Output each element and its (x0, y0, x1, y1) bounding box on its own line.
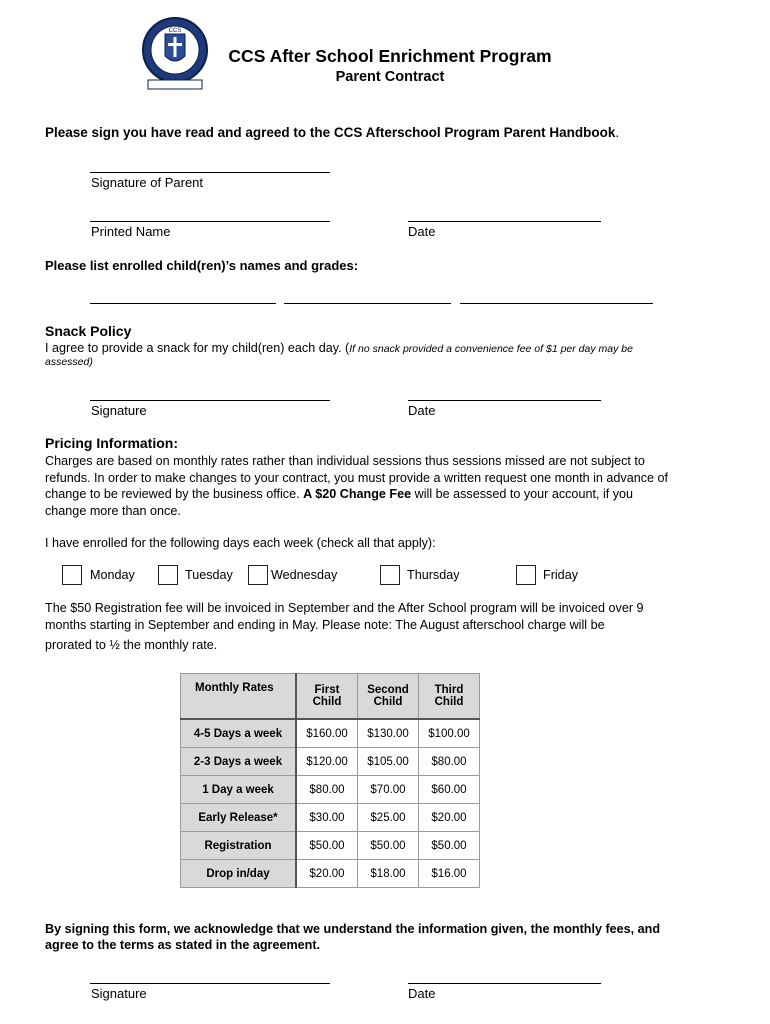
table-row (181, 748, 480, 776)
pricing-paragraph: Charges are based on monthly rates rather than individual sessions thus sessions missed are not subject to refunds. In order to make changes to your contract, you must provide a written request one month in advance of change to be reviewed by the business office. A $20 Change Fee will be assessed to your account, if you change more than once. (45, 454, 669, 518)
parent-signature-label: Signature of Parent (91, 175, 204, 190)
row-label: Registration (181, 832, 297, 860)
pricing-heading: Pricing Information: (45, 435, 178, 451)
row-label: 1 Day a week (181, 776, 297, 804)
table-cell: $60.00 (419, 776, 480, 804)
table-row (181, 804, 480, 832)
tuesday-checkbox[interactable] (158, 565, 178, 585)
table-cell: $20.00 (419, 804, 480, 832)
wednesday-checkbox[interactable] (248, 565, 268, 585)
column-header-first-child: First Child (296, 674, 358, 720)
table-cell: $120.00 (296, 748, 358, 776)
table-cell: $20.00 (296, 860, 358, 888)
table-cell: $105.00 (358, 748, 419, 776)
table-cell: $130.00 (358, 719, 419, 748)
page-title: CCS After School Enrichment Program (228, 46, 552, 66)
svg-text:CCS: CCS (168, 28, 182, 34)
row-label: 2-3 Days a week (181, 748, 297, 776)
column-header-second-child: Second Child (358, 674, 419, 720)
monthly-rates-table (180, 673, 480, 888)
child-name-line-2[interactable] (284, 303, 451, 304)
snack-signature-line[interactable] (90, 400, 330, 401)
table-cell: $160.00 (296, 719, 358, 748)
snack-note: assessed) (45, 356, 93, 368)
parent-signature-line[interactable] (90, 172, 330, 173)
snack-text: I agree to provide a snack for my child(ren) each day. (If no snack provided a convenience fee of $1 per day may be (45, 341, 633, 355)
thursday-checkbox[interactable] (380, 565, 400, 585)
monday-checkbox[interactable] (62, 565, 82, 585)
children-instruction: Please list enrolled child(ren)’s names and grades: (45, 258, 359, 273)
table-cell: $80.00 (419, 748, 480, 776)
handbook-instruction: Please sign you have read and agreed to the CCS Afterschool Program Parent Handbook. (45, 125, 620, 140)
snack-signature-label: Signature (91, 403, 147, 418)
printed-name-line[interactable] (90, 221, 330, 222)
table-row (181, 860, 480, 888)
thursday-label: Thursday (407, 568, 460, 582)
table-cell: $50.00 (419, 832, 480, 860)
friday-checkbox[interactable] (516, 565, 536, 585)
page-subtitle: Parent Contract (335, 69, 445, 85)
row-label: 4-5 Days a week (181, 719, 297, 748)
row-label: Early Release* (181, 804, 297, 832)
table-row (181, 832, 480, 860)
tuesday-label: Tuesday (185, 568, 233, 582)
table-cell: $80.00 (296, 776, 358, 804)
child-name-line-3[interactable] (460, 303, 653, 304)
column-header-third-child: Third Child (419, 674, 480, 720)
table-cell: $70.00 (358, 776, 419, 804)
snack-date-label: Date (408, 403, 436, 418)
row-label: Drop in/day (181, 860, 297, 888)
table-cell: $30.00 (296, 804, 358, 832)
table-row (181, 776, 480, 804)
agreement-date-line[interactable] (408, 983, 601, 984)
friday-label: Friday (543, 568, 578, 582)
agreement-signature-line[interactable] (90, 983, 330, 984)
table-corner-header: Monthly Rates (181, 674, 297, 720)
agreement-signature-label: Signature (91, 986, 147, 1001)
agreement-date-label: Date (408, 986, 436, 1001)
table-cell: $50.00 (296, 832, 358, 860)
handbook-date-label: Date (408, 224, 436, 239)
handbook-date-line[interactable] (408, 221, 601, 222)
wednesday-label: Wednesday (271, 568, 338, 582)
table-cell: $25.00 (358, 804, 419, 832)
printed-name-label: Printed Name (91, 224, 171, 239)
days-instruction: I have enrolled for the following days each week (check all that apply): (45, 536, 436, 550)
table-cell: $100.00 (419, 719, 480, 748)
snack-date-line[interactable] (408, 400, 601, 401)
child-name-line-1[interactable] (90, 303, 276, 304)
snack-heading: Snack Policy (45, 323, 132, 339)
table-row (181, 719, 480, 748)
monday-label: Monday (90, 568, 135, 582)
registration-paragraph: The $50 Registration fee will be invoiced in September and the After School program will be invoiced over 9 months starting in September and ending in May. Please note: The August afterschool charge will be prorated to ½ the monthly rate. (45, 601, 644, 652)
table-cell: $18.00 (358, 860, 419, 888)
agreement-text: By signing this form, we acknowledge that we understand the information given, the monthly fees, and agree to the terms as stated in the agreement. (45, 922, 661, 952)
table-header-row (181, 674, 480, 720)
table-cell: $50.00 (358, 832, 419, 860)
table-cell: $16.00 (419, 860, 480, 888)
